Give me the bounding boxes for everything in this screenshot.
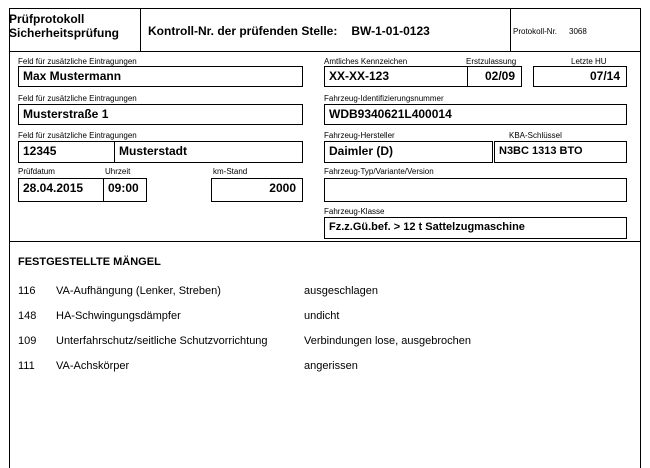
kontroll-nr (148, 24, 430, 38)
pruefdatum-field: 28.04.2015 (18, 178, 104, 202)
km-stand-field: 2000 (211, 178, 303, 202)
klasse-field: Fz.z.Gü.bef. > 12 t Sattelzugmaschine (324, 217, 627, 239)
maengel-description: HA-Schwingungsdämpfer (56, 310, 181, 322)
maengel-heading: FESTGESTELLTE MÄNGEL (18, 256, 161, 268)
field1-value: Max Mustermann (18, 66, 303, 87)
erstzulassung-field: 02/09 (467, 66, 522, 87)
field2-value: Musterstraße 1 (18, 104, 303, 125)
fin-label: Fahrzeug-Identifizierungsnummer (324, 94, 444, 103)
hersteller-field: Daimler (D) (324, 141, 493, 163)
document-title-line1: Prüfprotokoll (9, 12, 85, 26)
maengel-code: 111 (18, 360, 35, 372)
protokoll-nr-value: 3068 (569, 27, 587, 36)
maengel-description: Unterfahrschutz/seitliche Schutzvorrichtung (56, 335, 268, 347)
maengel-state: undicht (304, 310, 340, 322)
kontroll-nr-label: Kontroll-Nr. der prüfenden Stelle: (148, 24, 338, 38)
field3-label: Feld für zusätzliche Eintragungen (18, 131, 137, 140)
kba-label: KBA-Schlüssel (509, 131, 562, 140)
erstzulassung-label: Erstzulassung (466, 57, 517, 66)
fin-field: WDB9340621L400014 (324, 104, 627, 125)
typ-field (324, 178, 627, 202)
pruefdatum-label: Prüfdatum (18, 167, 55, 176)
hersteller-label: Fahrzeug-Hersteller (324, 131, 395, 140)
kba-field: N3BC 1313 BTO (494, 141, 627, 163)
kennzeichen-field: XX-XX-123 (324, 66, 522, 87)
kennzeichen-label: Amtliches Kennzeichen (324, 57, 408, 66)
maengel-state: angerissen (304, 360, 358, 372)
km-stand-label: km-Stand (213, 167, 248, 176)
protokoll-nr (513, 27, 587, 36)
document-title-line2: Sicherheitsprüfung (9, 26, 120, 40)
kontroll-nr-value: BW-1-01-0123 (351, 24, 430, 38)
maengel-code: 148 (18, 310, 37, 322)
letzte-hu-field: 07/14 (533, 66, 627, 87)
typ-label: Fahrzeug-Typ/Variante/Version (324, 167, 434, 176)
section-divider (9, 241, 641, 242)
maengel-state: ausgeschlagen (304, 285, 379, 297)
protokoll-nr-label: Protokoll-Nr. (513, 27, 558, 36)
uhrzeit-label: Uhrzeit (105, 167, 131, 176)
maengel-code: 116 (18, 285, 36, 297)
klasse-label: Fahrzeug-Klasse (324, 207, 385, 216)
field1-label: Feld für zusätzliche Eintragungen (18, 57, 137, 66)
maengel-code: 109 (18, 335, 37, 347)
maengel-state: Verbindungen lose, ausgebrochen (304, 335, 471, 347)
maengel-description: VA-Achskörper (56, 360, 130, 372)
uhrzeit-field: 09:00 (103, 178, 147, 202)
maengel-description: VA-Aufhängung (Lenker, Streben) (56, 285, 221, 297)
field2-label: Feld für zusätzliche Eintragungen (18, 94, 137, 103)
plz-field: 12345 (18, 141, 115, 163)
ort-field: Musterstadt (114, 141, 303, 163)
letzte-hu-label: Letzte HU (571, 57, 607, 66)
